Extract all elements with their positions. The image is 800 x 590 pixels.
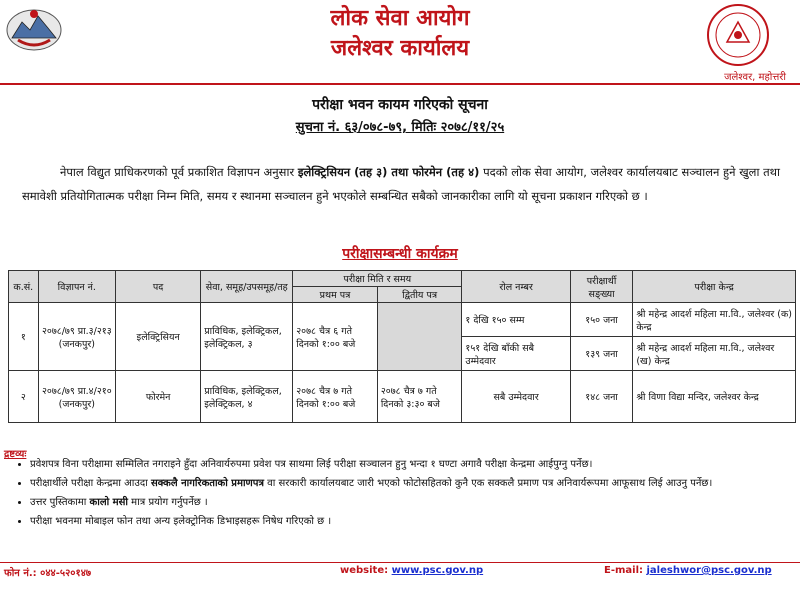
schedule-title: परीक्षासम्बन्धी कार्यक्रम	[342, 246, 458, 262]
col-first-paper: प्रथम पत्र	[293, 287, 378, 303]
cell-second-paper	[377, 303, 462, 371]
notes-heading: द्रष्टव्यः	[4, 449, 27, 460]
cell-center: श्री महेन्द्र आदर्श महिला मा.वि., जलेश्वर (क) केन्द्र	[633, 303, 796, 337]
notice-body	[22, 160, 780, 208]
table-row	[9, 303, 796, 337]
note-text: मात्र प्रयोग गर्नुपर्नेछ ।	[128, 497, 208, 508]
cell-sn: १	[9, 303, 39, 371]
notice-title: परीक्षा भवन कायम गरिएको सूचना	[312, 97, 488, 113]
note-text: वा सरकारी कार्यालयबाट जारी भएको फोटोसहितको कुनै एक सक्कलै प्रमाण पत्र अनिवार्यरूपमा आफूसाथ लिई आउनु पर्नेछ।	[263, 478, 713, 489]
cell-roll: १५१ देखि बाँकी सबै उम्मेदवार	[462, 337, 570, 371]
cell-service: प्राविधिक, इलेक्ट्रिकल, इलेक्ट्रिकल, ३	[201, 303, 293, 371]
footer-website	[340, 565, 483, 576]
note-item	[30, 474, 800, 493]
note-item	[30, 512, 800, 531]
col-second-paper: द्वितीय पत्र	[377, 287, 462, 303]
col-exam: परीक्षा मिति र समय	[293, 271, 462, 287]
table-header-row	[9, 271, 796, 287]
note-bold: सक्कलै नागरिकताको प्रमाणपत्र	[150, 478, 264, 489]
body-posts: इलेक्ट्रिसियन (तह ३) तथा फोरमेन (तह ४)	[297, 165, 480, 179]
note-text: परीक्षार्थीले परीक्षा केन्द्रमा आउदा	[30, 478, 151, 489]
cell-center: श्री विणा विद्या मन्दिर, जलेश्वर केन्द्र	[633, 371, 796, 423]
body-part-2: पदको लोक सेवा आयोग, जलेश्वर कार्यालयबाट सञ्चालन हुने खुला तथा समावेशी प्रतियोगितात्मक परीक्षा निम्न मिति, समय र स्थानमा सञ्चालन हुने भएकोले सम्बन्धित सबैको जानकारीका लागि यो सूचना प्रकाशन गरिएको छ ।	[22, 165, 780, 203]
psc-seal-icon	[705, 2, 771, 68]
footer-email	[604, 565, 772, 576]
cell-second-paper: २०७८ चैत्र ७ गते दिनको ३:३० बजे	[377, 371, 462, 423]
col-service: सेवा, समूह/उपसमूह/तह	[201, 271, 293, 303]
org-title: लोक सेवा आयोग	[330, 6, 470, 31]
website-label: website:	[340, 565, 392, 576]
notes-list	[14, 455, 800, 531]
cell-first-paper: २०७८ चैत्र ६ गते दिनको १:०० बजे	[293, 303, 378, 371]
header-divider	[0, 83, 800, 85]
note-text: प्रवेशपत्र विना परीक्षामा सम्मिलित नगराइने हुँदा अनिवार्यरुपमा प्रवेश पत्र साथमा लिई परीक्षा सञ्चालन हुनु भन्दा १ घण्टा अगावै परीक्षा केन्द्रमा आईपुग्नु पर्नेछ।	[30, 459, 593, 470]
col-adv: विज्ञापन नं.	[38, 271, 115, 303]
cell-post: इलेक्ट्रिसियन	[116, 303, 201, 371]
cell-center: श्री महेन्द्र आदर्श महिला मा.वि., जलेश्वर (ख) केन्द्र	[633, 337, 796, 371]
cell-first-paper: २०७८ चैत्र ७ गते दिनको १:०० बजे	[293, 371, 378, 423]
table-row	[9, 371, 796, 423]
cell-sn: २	[9, 371, 39, 423]
office-title: जलेश्वर कार्यालय	[330, 36, 470, 61]
body-part-1: नेपाल विद्युत प्राधिकरणको पूर्व प्रकाशित विज्ञापन अनुसार	[60, 165, 298, 179]
cell-adv: २०७८/७९ प्रा.४/२१० (जनकपुर)	[38, 371, 115, 423]
col-sn: क.सं.	[9, 271, 39, 303]
office-location: जलेश्वर, महोत्तरी	[724, 72, 786, 83]
col-post: पद	[116, 271, 201, 303]
note-bold: कालो मसी	[89, 497, 128, 508]
note-text: उत्तर पुस्तिकामा	[30, 497, 90, 508]
note-item	[30, 455, 800, 474]
cell-post: फोरमेन	[116, 371, 201, 423]
website-link[interactable]: www.psc.gov.np	[391, 565, 484, 576]
cell-roll: सबै उम्मेदवार	[462, 371, 570, 423]
exam-schedule-table	[8, 270, 796, 423]
col-roll: रोल नम्बर	[462, 271, 570, 303]
cell-count: १५० जना	[570, 303, 633, 337]
note-text: परीक्षा भवनमा मोबाइल फोन तथा अन्य इलेक्ट्रोनिक डिभाइसहरू निषेध गरिएको छ ।	[30, 516, 332, 527]
cell-count: १३९ जना	[570, 337, 633, 371]
email-label: E-mail:	[604, 565, 647, 576]
notice-number: सुचना नं. ६३/०७८-७९, मितिः २०७८/११/२५	[295, 120, 505, 135]
footer-divider	[0, 562, 800, 563]
cell-roll: १ देखि १५० सम्म	[462, 303, 570, 337]
footer-phone: फोन नं.: ०४४-५२०१४७	[4, 568, 92, 579]
col-count: परीक्षार्थी सङ्ख्या	[570, 271, 633, 303]
note-item	[30, 493, 800, 512]
cell-service: प्राविधिक, इलेक्ट्रिकल, इलेक्ट्रिकल, ४	[201, 371, 293, 423]
col-center: परीक्षा केन्द्र	[633, 271, 796, 303]
cell-adv: २०७८/७९ प्रा.३/२१३ (जनकपुर)	[38, 303, 115, 371]
cell-count: १४८ जना	[570, 371, 633, 423]
email-link[interactable]: jaleshwor@psc.gov.np	[646, 565, 772, 576]
